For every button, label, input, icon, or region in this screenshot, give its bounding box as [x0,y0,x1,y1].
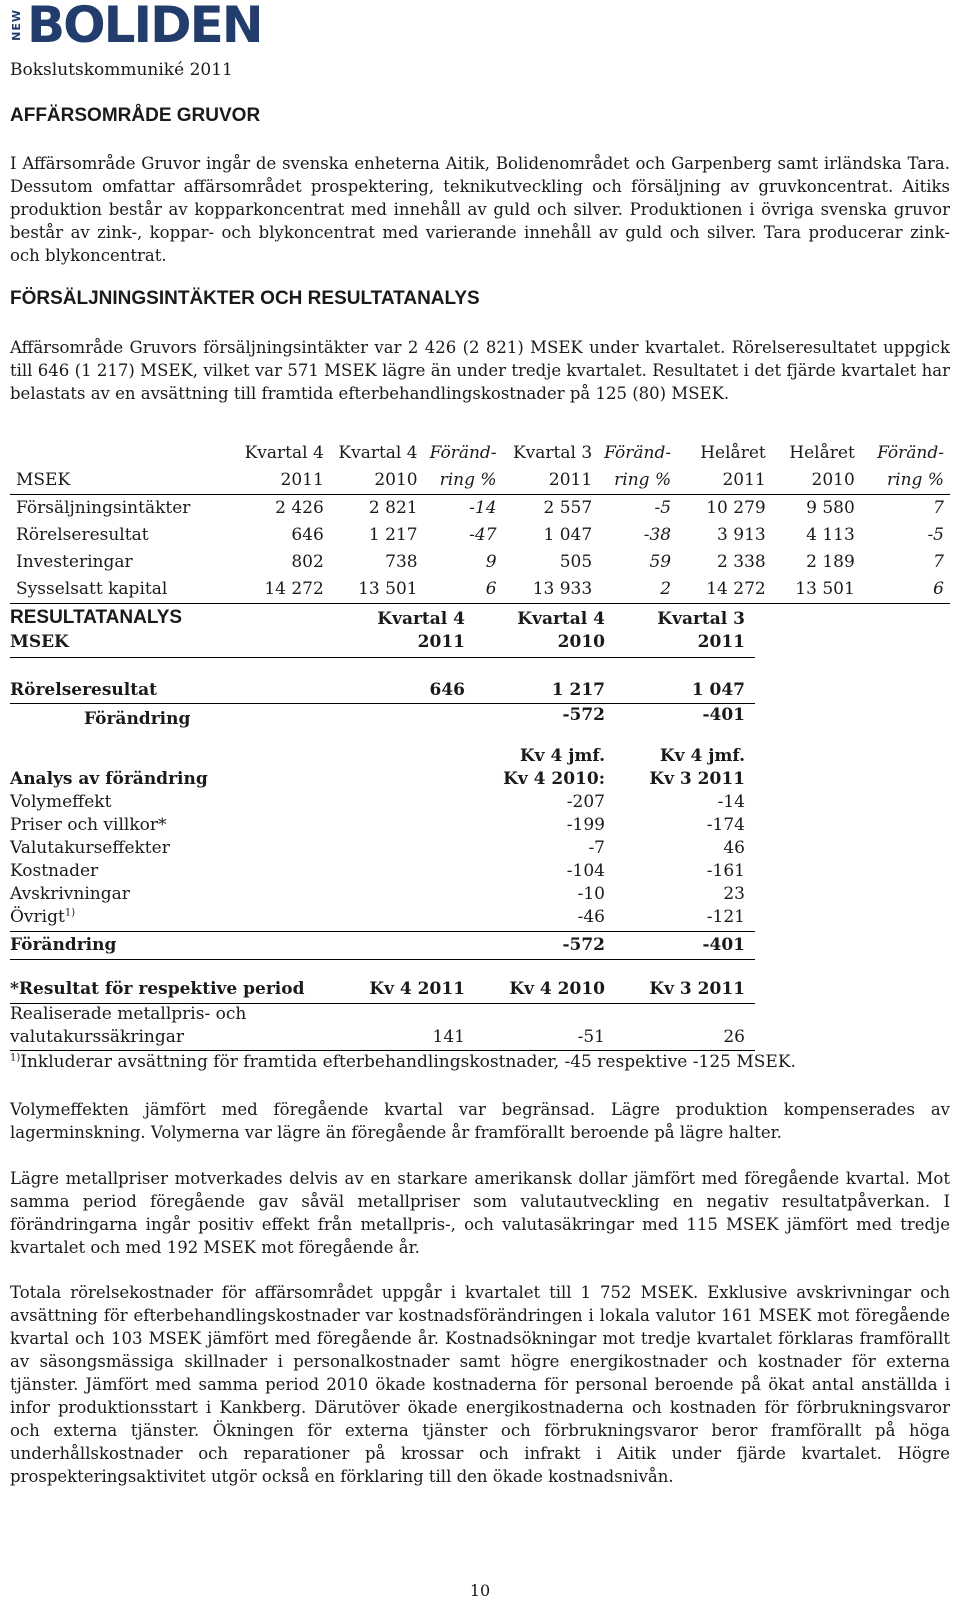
row-label: Övrigt$^{1)}$ [10,907,76,927]
company-logo [10,0,262,54]
table-header-row [10,979,755,1003]
header-cell: Kv 3 2011 [649,979,745,999]
table-cell: -38 [643,525,672,545]
table-cell: 46 [723,838,745,858]
header-cell: Kvartal 4 [244,443,324,463]
table-cell: 141 [432,1027,465,1047]
table-cell: 7 [933,498,944,518]
table-row [10,576,950,604]
header-cell: ring % [598,467,677,495]
divider [10,1050,755,1051]
body-paragraph: Lägre metallpriser motverkades delvis av en starkare amerikansk dollar jämfört med föregående kvartal. Mot samma period föregående gav såväl metallpriser som valutautveckling en negativ resultatpåverkan. I förändringarna ingår positiv effekt från metallpris-, och valutasäkringar med 115 MSEK jämfört med tredje kvartalet och med 192 MSEK mot föregående år. [10,1169,950,1257]
table-header-row [10,440,950,467]
table-cell: 505 [559,552,593,572]
table-cell: 1 047 [691,680,745,700]
table-row [10,838,755,862]
table-cell: -14 [717,792,745,812]
footnote [10,1052,950,1076]
table-cell: 6 [424,576,503,604]
table-cell: -7 [588,838,605,858]
header-cell: 2011 [677,467,772,495]
table-cell: 13 501 [330,576,424,604]
table-cell: -199 [566,815,605,835]
header-cell: Kvartal 4 [377,609,465,629]
table-cell: 2 426 [275,498,324,518]
header-cell: Föränd- [604,443,672,463]
table-cell: 802 [291,552,324,572]
report-subtitle: Bokslutskommuniké 2011 [10,60,233,80]
table-cell: 7 [933,552,944,572]
key-figures-table [10,440,950,604]
row-label: Valutakurseffekter [10,838,170,858]
table-cell: -47 [469,525,497,545]
header-cell: 2011 [503,467,599,495]
table-cell: -10 [577,884,605,904]
table-cell: 646 [291,525,324,545]
row-label: valutakurssäkringar [10,1027,185,1047]
table-cell: -401 [702,935,745,955]
table-cell: 59 [649,552,672,572]
body-paragraph: Volymeffekten jämfört med föregående kvartal var begränsad. Lägre produktion kompenserades av lagerminskning. Volymerna var lägre än föregående år framförallt beroende på lägre halter. [10,1100,950,1142]
row-label: Rörelseresultat [16,525,149,545]
table-row [10,495,950,523]
table-row [10,522,950,549]
summary-paragraph: Affärsområde Gruvors försäljningsintäkter var 2 426 (2 821) MSEK under kvartalet. Rörelseresultatet uppgick till 646 (1 217) MSEK, vilket var 571 MSEK lägre än under tredje kvartalet. Resultatet i det fjärde kvartalet har belastats av en avsättning till framtida efterbehandlingskostnader på 125 (80) MSEK. [10,338,950,403]
header-cell: 2011 [417,632,465,652]
table-cell: -161 [706,861,745,881]
row-label: Förändring [10,935,117,955]
table-cell: 26 [723,1027,745,1047]
row-label: Förändring [84,709,191,729]
header-cell: Föränd- [429,443,497,463]
table-row [10,680,755,704]
row-label: Priser och villkor* [10,815,167,835]
table-header-row [10,632,755,656]
table-row [10,549,950,576]
row-label: Avskrivningar [10,884,130,904]
table-cell: -572 [562,935,605,955]
table-cell: 1 217 [368,525,418,545]
table-cell: 23 [723,884,745,904]
header-cell: Helåret [789,443,855,463]
table-header-row [10,467,950,495]
table-cell: 14 272 [677,576,772,604]
header-cell: Kv 3 2011 [649,769,745,789]
footnote-marker: 1) [10,1052,21,1064]
table-cell: 2 338 [717,552,766,572]
table-title: RESULTATANALYS [10,607,183,628]
unit-label: MSEK [10,632,69,652]
table-row [10,815,755,839]
table-cell: 9 580 [806,498,855,518]
table-cell: 6 [861,576,950,604]
header-cell: ring % [861,467,950,495]
table-header-row [10,609,755,633]
table-cell: -121 [706,907,745,927]
table-cell: 3 913 [717,525,766,545]
table-cell: -174 [706,815,745,835]
row-label: Investeringar [16,552,133,572]
table-row [10,705,755,729]
table-cell: -207 [566,792,605,812]
section-heading-gruvor: AFFÄRSOMRÅDE GRUVOR [10,105,261,126]
table-cell: 14 272 [239,576,330,604]
footnote-marker: 1) [64,907,76,919]
body-paragraph: Totala rörelsekostnader för affärsområdet uppgår i kvartalet till 1 752 MSEK. Exklusive avskrivningar och avsättning för efterbehandlingskostnader var kostnadsförändringen i lokala valutor 161 MSEK mot föregående kvartal och 103 MSEK jämfört med föregående år. Kostnadsökningar mot tredje kvartalet förklaras framförallt av säsongsmässiga skillnader i personalkostnader samt högre energikostnader och kostnader för externa tjänster. Jämfört med samma period 2010 ökade kostnaderna för personal beroende på ökat antal anställda i infor produktionsstart i Kankberg. Därutöver ökade energikostnaderna och kostnaden för förbrukningsvaror och externa tjänster. Ökningen för externa tjänster och förbrukningsvaror beror framförallt på höga underhållskostnader och reparationer på krossar och infrakt i Aitik under fjärde kvartalet. Högre prospekteringsaktivitet utgör också en förklaring till den ökade kostnadsnivån. [10,1283,950,1486]
table-cell: 9 [485,552,497,572]
header-cell: 2011 [697,632,745,652]
table-row [10,1004,755,1028]
header-cell: Kvartal 3 [657,609,745,629]
table-row [10,792,755,816]
header-cell: 2010 [330,467,424,495]
intro-paragraph: I Affärsområde Gruvor ingår de svenska enheterna Aitik, Bolidenområdet och Garpenberg samt irländska Tara. Dessutom omfattar affärsområdet prospektering, teknikutveckling och försäljning av gruvkoncentrat. Aitiks produktion består av kopparkoncentrat med innehåll av guld och silver. Produktionen i övriga svenska gruvor består av zink-, koppar- och blykoncentrat med varierande innehåll av guld och silver. Tara producerar zink- och blykoncentrat. [10,154,950,265]
header-cell: 2011 [239,467,330,495]
table-cell: -401 [702,705,745,725]
table-cell: -5 [654,498,672,518]
table-cell: 13 933 [503,576,599,604]
table-row [10,861,755,885]
header-cell: 2010 [557,632,605,652]
table-cell: 2 [598,576,677,604]
divider [10,931,755,932]
table-row [10,884,755,908]
table-cell: 1 047 [543,525,593,545]
table-cell: -14 [469,498,497,518]
table-cell: -572 [562,705,605,725]
logo-word: BOLIDEN [27,0,262,54]
header-cell: ring % [424,467,503,495]
header-cell: Kv 4 2010 [509,979,605,999]
table-cell: 2 821 [368,498,418,518]
header-cell: Föränd- [877,443,944,463]
header-cell: MSEK [10,467,239,495]
table-cell: 2 189 [806,552,855,572]
header-cell: Kv 4 2011 [369,979,465,999]
table-header-row [10,769,755,793]
header-cell: 2010 [772,467,861,495]
row-label: Kostnader [10,861,99,881]
table-row [10,1027,755,1051]
header-cell: Kv 4 2010: [503,769,605,789]
row-label: Realiserade metallpris- och [10,1004,247,1024]
table-row [10,907,755,931]
row-label: Sysselsatt kapital [10,576,239,604]
page-number: 10 [469,1581,491,1600]
table-header-row [10,746,755,770]
row-label: Volymeffekt [10,792,112,812]
row-label: Försäljningsintäkter [16,498,191,518]
table-cell: 4 113 [806,525,855,545]
table-cell: 1 217 [551,680,605,700]
divider [10,959,755,960]
table-cell: 646 [429,680,465,700]
row-label: Analys av förändring [10,769,208,789]
table-cell: -51 [577,1027,605,1047]
table-cell: 738 [385,552,418,572]
table-row [10,935,755,959]
table-cell: 2 557 [543,498,593,518]
section-heading-sales: FÖRSÄLJNINGSINTÄKTER OCH RESULTATANALYS [10,288,480,309]
header-cell: Kv 4 jmf. [659,746,745,766]
header-cell: Kv 4 jmf. [519,746,605,766]
table-cell: 10 279 [706,498,766,518]
table-cell: -104 [566,861,605,881]
table-cell: -46 [577,907,605,927]
header-cell [10,440,239,467]
row-label: *Resultat för respektive period [10,979,305,999]
footnote-text: Inkluderar avsättning för framtida efterbehandlingskostnader, -45 respektive -125 MSEK. [20,1052,796,1072]
divider [10,703,755,704]
logo-prefix: NEW [10,9,23,41]
header-cell: Kvartal 4 [517,609,605,629]
row-label: Rörelseresultat [10,680,157,700]
table-cell: 13 501 [772,576,861,604]
table-cell: -5 [927,525,944,545]
divider [10,657,755,658]
header-cell: Kvartal 4 [338,443,418,463]
header-cell: Helåret [700,443,766,463]
header-cell: Kvartal 3 [512,443,593,463]
